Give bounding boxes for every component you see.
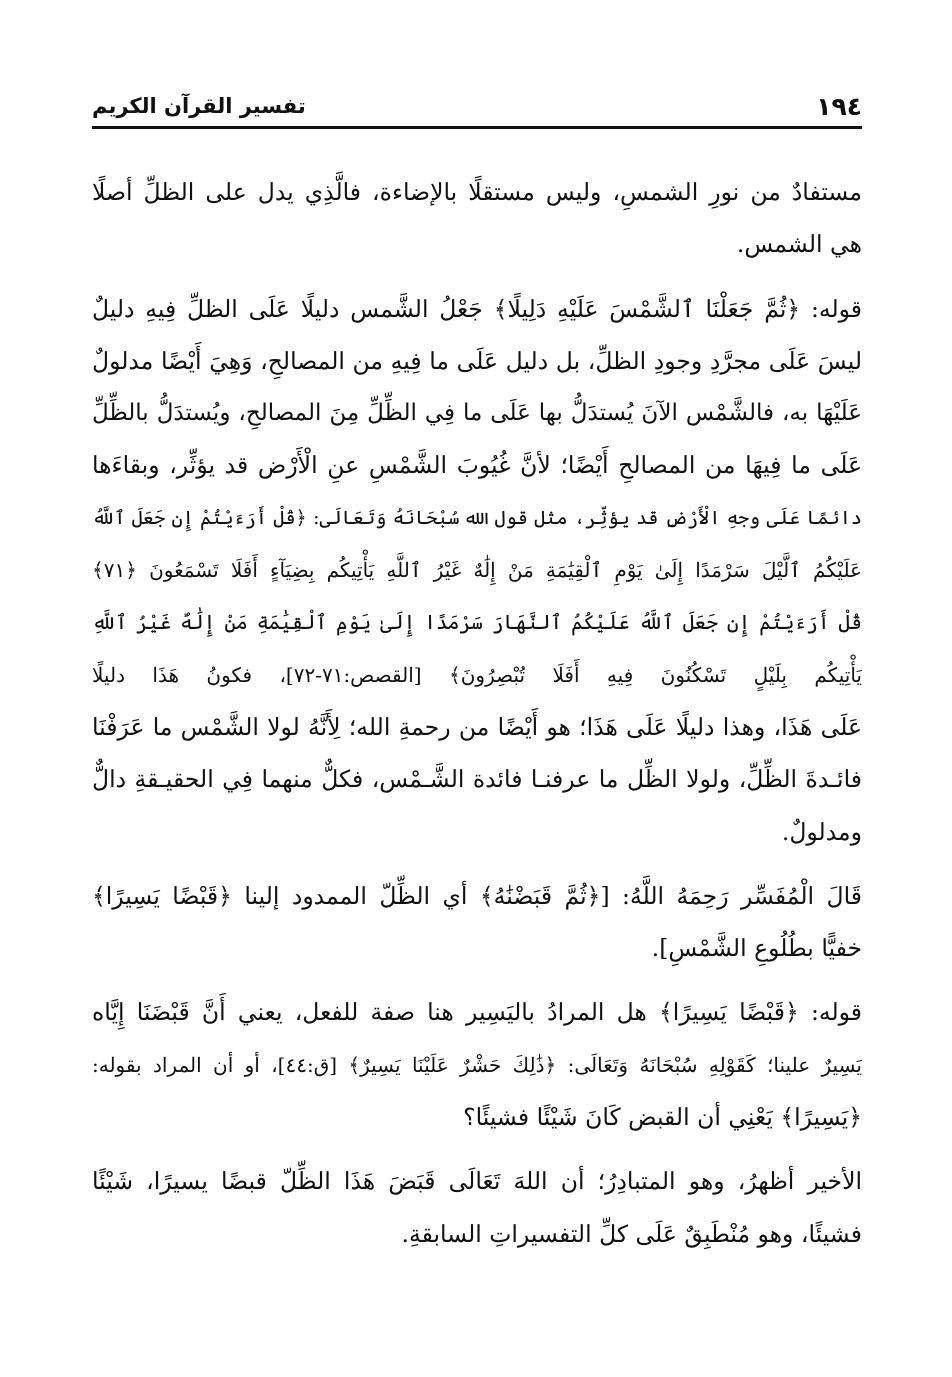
text-line: فشيئًا، وهو مُنْطَبِقٌ عَلَى كلِّ التفسيراتِ السابقةِ. bbox=[401, 1219, 862, 1248]
paragraph-3 bbox=[92, 870, 862, 975]
quran-line: عَلَيْكُمُ ٱلَّيْلَ سَرْمَدًا إِلَىٰ يَوْمِ ٱلْقِيَٰمَةِ مَنْ إِلَٰهٌ غَيْرُ ٱللَّهِ يَأْتِيكُم بِضِيَآءٍ أَفَلَا تَسْمَعُونَ ﴿٧١﴾ bbox=[92, 558, 862, 583]
quran-line: قُلْ أَرَءَيْتُمْ إِن جَعَلَ ٱللَّهُ عَلَيْكُمُ ٱلنَّهَارَ سَرْمَدًا إِلَىٰ يَوْمِ ٱلْقِيَٰمَةِ مَنْ إِلَٰهٌ غَيْرُ ٱللَّهِ bbox=[92, 610, 862, 635]
paragraph-5 bbox=[92, 1155, 862, 1260]
text-line: قوله: ﴿قَبْضًا يَسِيرًا﴾ هل المرادُ باليَسِير هنا صفة للفعل، يعني أَنَّ قَبْضَنَا إِيَّاه bbox=[92, 998, 862, 1027]
text-line: خفيًّا بطُلُوعِ الشَّمْسِ]. bbox=[651, 934, 862, 963]
text-line: هي الشمس. bbox=[736, 230, 862, 259]
text-line: يَسِيرٌ علينا؛ كَقَوْلِهِ سُبْحَانَهُ وَتَعَالَى: ﴿ذَٰلِكَ حَشْرٌ عَلَيْنَا يَسِيرٌ﴾ [ق:٤٤]، أو أن المراد بقوله: bbox=[92, 1052, 862, 1077]
text-line: قَالَ الْمُفَسِّر رَحِمَهُ اللَّهُ: [﴿ثُمَّ قَبَضْنَٰهُ﴾ أي الظِّلّ الممدود إلينا ﴿قَبْضًا يَسِيرًا﴾ bbox=[92, 881, 862, 910]
text-line: عَلَى هَذَا، وهذا دليلًا عَلَى هَذَا؛ هو أَيْضًا من رحمةِ الله؛ لِأَنَّهُ لولا الشَّمْس ما عَرَفْنَا bbox=[92, 712, 862, 741]
paragraph-4 bbox=[92, 986, 862, 1143]
paragraph-2 bbox=[92, 283, 862, 858]
text-line: عَلَى ما فِيهَا من المصالحِ أَيْضًا؛ لأنَّ غُيُوبَ الشَّمْسِ عنِ الْأَرْض قد يؤثِّر، وبقاءَها bbox=[92, 451, 862, 480]
paragraph-1 bbox=[92, 166, 862, 271]
text-line: ﴿يَسِيرًا﴾ يَعْنِي أن القبض كَانَ شَيْئًا فشيئًا؟ bbox=[463, 1103, 862, 1132]
running-title: تفسير القرآن الكريم bbox=[92, 94, 306, 118]
text-line: فائـدةَ الظِّلِّ، ولولا الظِّل ما عرفنـا فائدة الشَّـمْس، فكلٌّ منهما فِي الحقيـقةِ دالٌّ bbox=[92, 765, 862, 794]
body-text bbox=[92, 166, 862, 1272]
page-header bbox=[92, 92, 862, 129]
text-line: قوله: ﴿ثُمَّ جَعَلْنَا ٱلشَّمْسَ عَلَيْهِ دَلِيلًا﴾ جَعْلُ الشَّمس دليلًا عَلَى الظلِّ فِيهِ دليلٌ bbox=[92, 294, 862, 323]
text-line: ومدلولٌ. bbox=[781, 817, 862, 846]
page-number: ١٩٤ bbox=[816, 92, 862, 121]
text-line: عَلَيْهَا به، فالشَّمْس الآنَ يُستدَلُّ بها عَلَى ما فِي الظِّلِّ مِنَ المصالحِ، ويُستدَلُّ بالظِّلِّ bbox=[92, 400, 862, 427]
text-line: مستفادٌ من نورِ الشمسِ، وليس مستقلًا بالإضاءة، فالَّذِي يدل على الظلِّ أصلًا bbox=[92, 178, 862, 206]
text-line: ليسَ عَلَى مجرَّدِ وجودِ الظلِّ، بل دليل عَلَى ما فِيهِ من المصالحِ، وَهِيَ أَيْضًا مدلولٌ bbox=[92, 346, 862, 375]
text-line: دائمًا عَلَى وجهِ الْأَرْضِ قد يؤثِّر، مثل قول الله سُبْحَانَهُ وَتَعَالَى: ﴿قُلْ أَرَءَيْتُمْ إِن جَعَلَ ٱللَّهُ bbox=[92, 506, 862, 529]
text-line: الأخير أظهرُ، وهو المتبادِرُ؛ أن اللهَ تَعَالَى قَبَضَ هَذَا الظِّلّ قبضًا يسيرًا، شَيْئًا bbox=[92, 1167, 862, 1196]
quran-line: يَأْتِيكُم بِلَيْلٍ تَسْكُنُونَ فِيهِ أَفَلَا تُبْصِرُونَ﴾ [القصص:٧١-٧٢]، فكونُ هَذَا دليلًا bbox=[92, 662, 862, 687]
